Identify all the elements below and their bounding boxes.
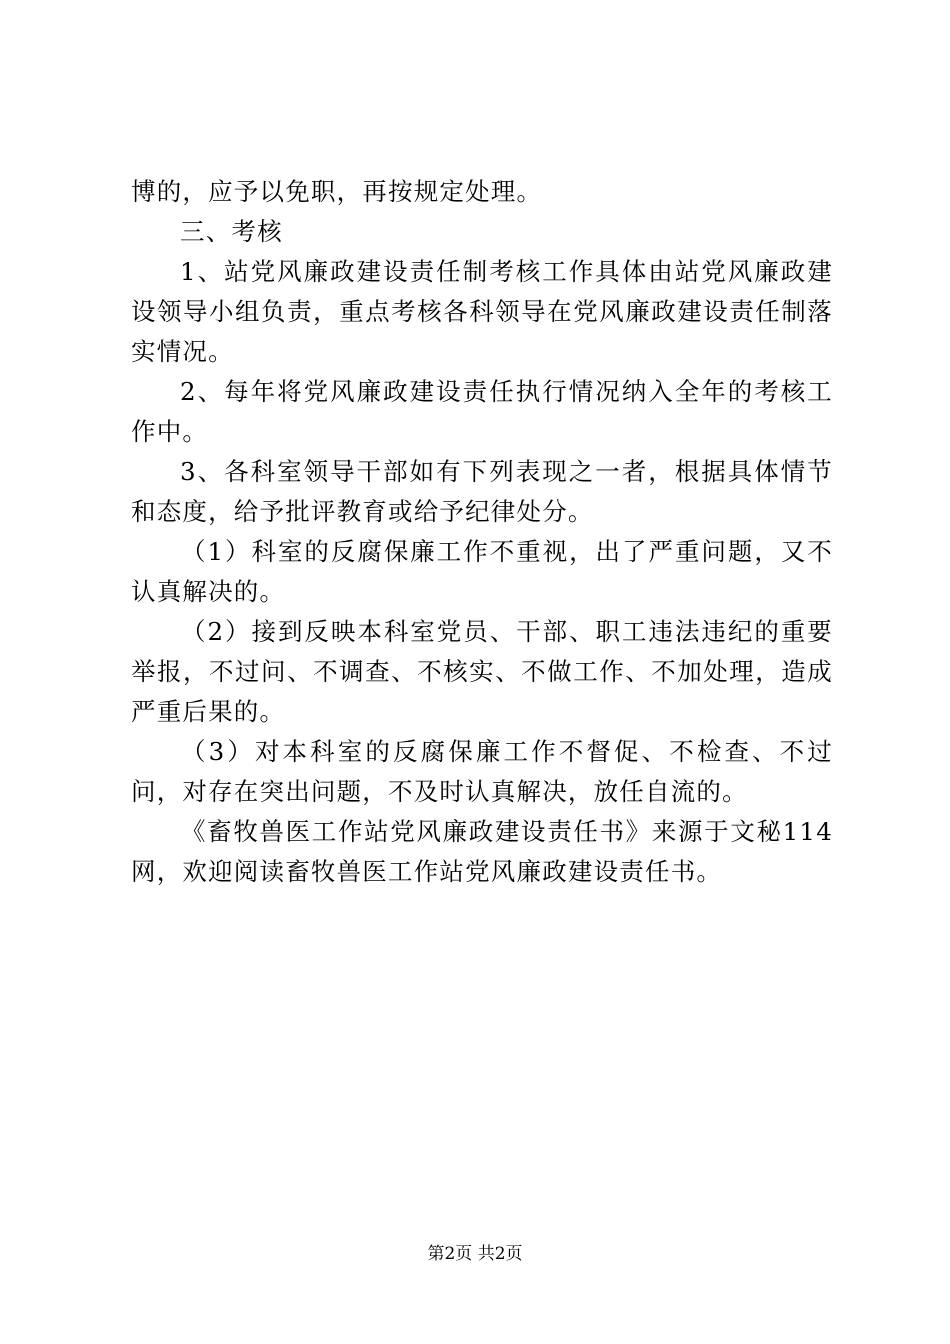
paragraph-subitem-3: （3）对本科室的反腐保廉工作不督促、不检查、不过问，对存在突出问题，不及时认真解决，放任自流的。 xyxy=(131,737,833,806)
paragraph-item-1: 1、站党风廉政建设责任制考核工作具体由站党风廉政建设领导小组负责，重点考核各科领导在党风廉政建设责任制落实情况。 xyxy=(131,257,833,366)
paragraph-item-3: 3、各科室领导干部如有下列表现之一者，根据具体情节和态度，给予批评教育或给予纪律处分。 xyxy=(131,457,833,526)
section-heading-assessment: 三、考核 xyxy=(180,217,283,246)
paragraph-item-2: 2、每年将党风廉政建设责任执行情况纳入全年的考核工作中。 xyxy=(131,377,833,446)
page-number: 第2页 共2页 xyxy=(427,1244,523,1264)
paragraph-subitem-1: （1）科室的反腐保廉工作不重视，出了严重问题，又不认真解决的。 xyxy=(131,537,833,606)
page-footer xyxy=(0,1243,950,1265)
paragraph-subitem-2: （2）接到反映本科室党员、干部、职工违法违纪的重要举报，不过问、不调查、不核实、不做工作、不加处理，造成严重后果的。 xyxy=(131,617,833,726)
document-body xyxy=(131,172,833,892)
paragraph-continuation: 博的，应予以免职，再按规定处理。 xyxy=(131,177,543,206)
paragraph-source-note: 《畜牧兽医工作站党风廉政建设责任书》来源于文秘114网，欢迎阅读畜牧兽医工作站党风廉政建设责任书。 xyxy=(131,817,833,886)
